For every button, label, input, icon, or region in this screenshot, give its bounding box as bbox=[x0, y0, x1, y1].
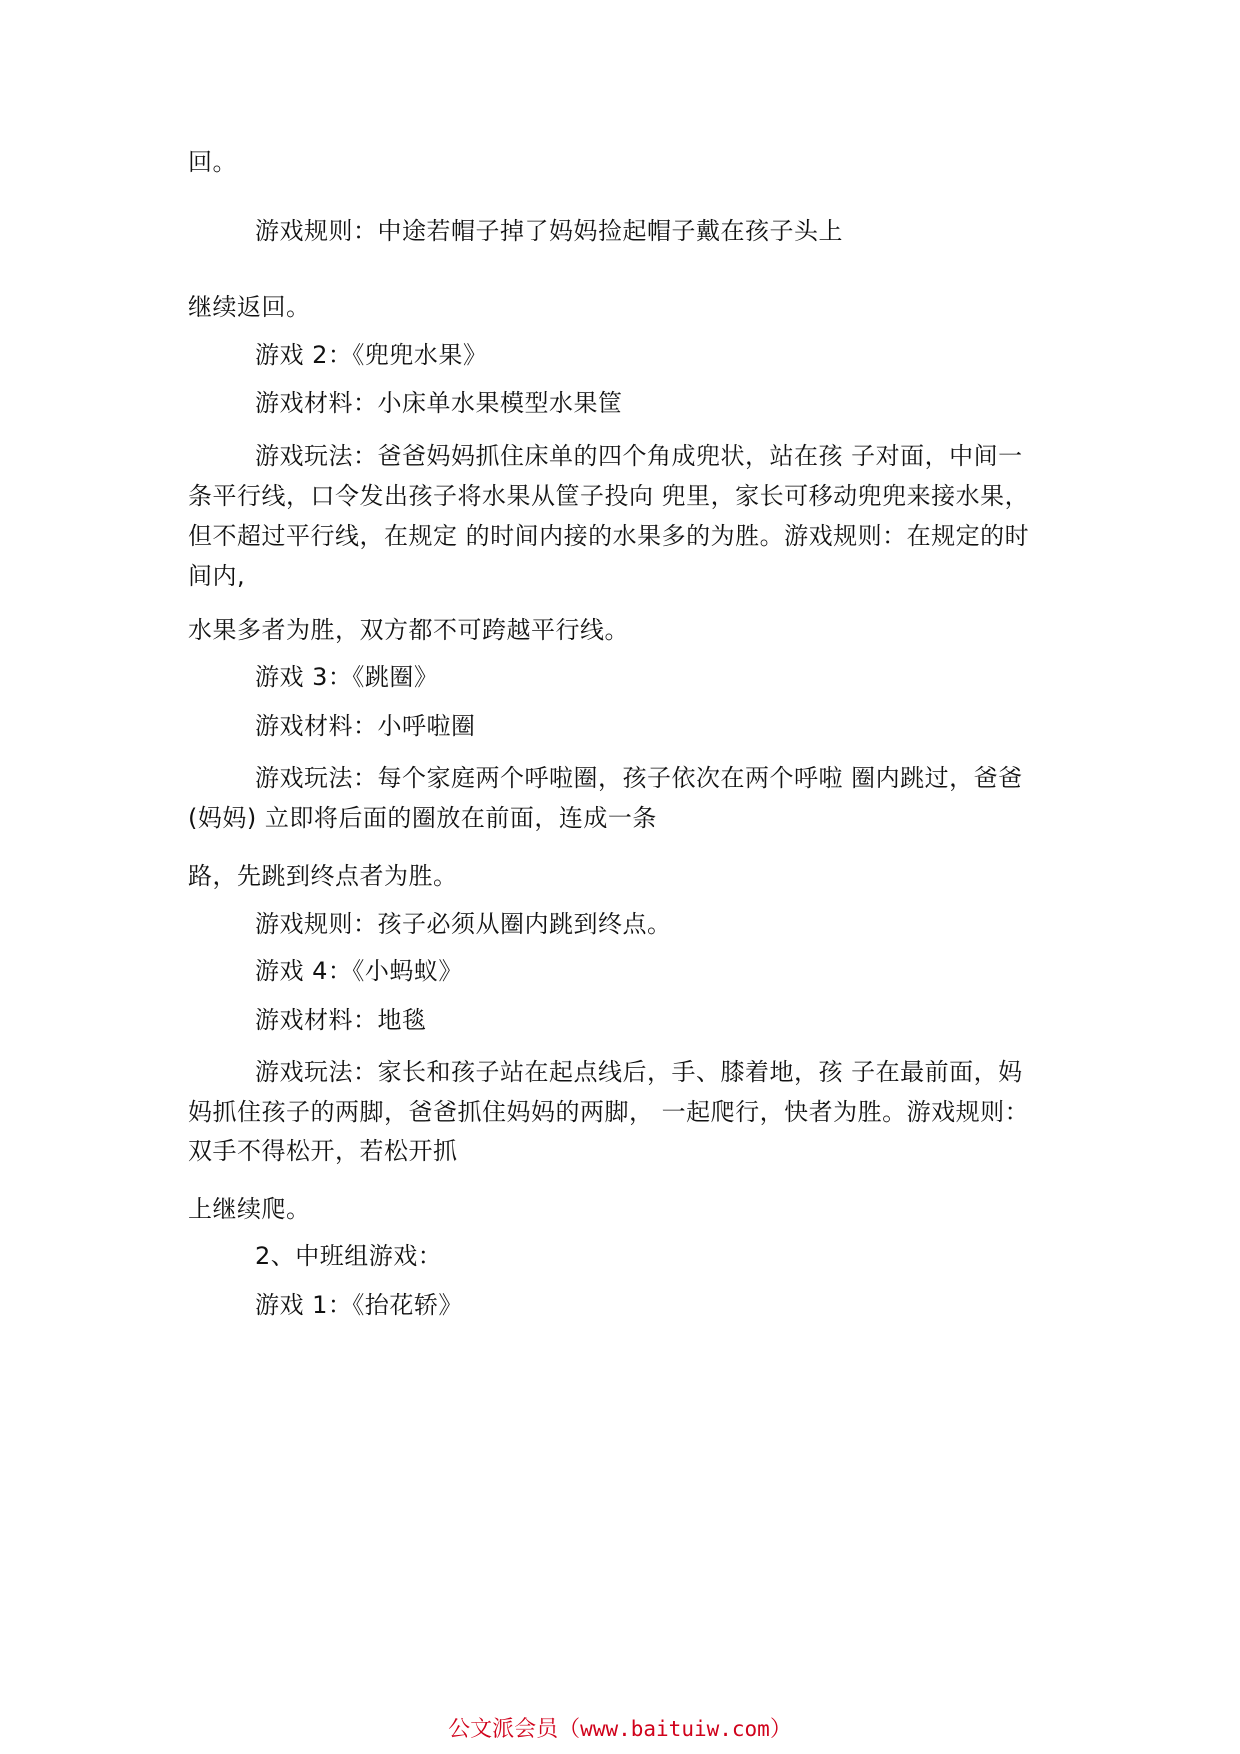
text-line: 游戏玩法：家长和孩子站在起点线后，手、膝着地，孩 子在最前面，妈 bbox=[255, 1058, 1023, 1086]
text-line: 游戏规则：孩子必须从圈内跳到终点。 bbox=[255, 910, 672, 938]
footer-url[interactable]: www.baituiw.com bbox=[580, 1717, 770, 1741]
text-line: (妈妈) 立即将后面的圈放在前面，连成一条 bbox=[188, 804, 657, 832]
text-line: 游戏规则：中途若帽子掉了妈妈捡起帽子戴在孩子头上 bbox=[255, 217, 843, 245]
text-line: 游戏材料：小床单水果模型水果筐 bbox=[255, 389, 623, 417]
footer-watermark bbox=[0, 1715, 1240, 1744]
heading-game-1: 游戏 1：《抬花轿》 bbox=[255, 1291, 463, 1319]
text-line: 条平行线，口令发出孩子将水果从筐子投向 兜里，家长可移动兜兜来接水果， bbox=[188, 482, 1030, 510]
text-line: 水果多者为胜，双方都不可跨越平行线。 bbox=[188, 616, 629, 644]
heading-game-2: 游戏 2：《兜兜水果》 bbox=[255, 341, 488, 369]
text-line: 上继续爬。 bbox=[188, 1195, 311, 1223]
footer-site-name: 公文派会员（ bbox=[448, 1717, 581, 1742]
text-line: 但不超过平行线，在规定 的时间内接的水果多的为胜。游戏规则：在规定的时 bbox=[188, 522, 1030, 550]
text-line: 游戏玩法：爸爸妈妈抓住床单的四个角成兜状，站在孩 子对面，中间一 bbox=[255, 442, 1023, 470]
section-heading: 2、中班组游戏： bbox=[255, 1242, 443, 1270]
text-line: 游戏材料：小呼啦圈 bbox=[255, 712, 476, 740]
text-line: 游戏材料：地毯 bbox=[255, 1006, 427, 1034]
heading-game-3: 游戏 3：《跳圈》 bbox=[255, 663, 439, 691]
text-line: 继续返回。 bbox=[188, 293, 311, 321]
text-line: 回。 bbox=[188, 148, 237, 176]
heading-game-4: 游戏 4：《小蚂蚁》 bbox=[255, 957, 463, 985]
text-line: 路，先跳到终点者为胜。 bbox=[188, 862, 458, 890]
text-line: 游戏玩法：每个家庭两个呼啦圈，孩子依次在两个呼啦 圈内跳过，爸爸 bbox=[255, 764, 1023, 792]
footer-close: ） bbox=[769, 1717, 792, 1742]
text-line: 间内, bbox=[188, 562, 246, 590]
text-line: 妈抓住孩子的两脚，爸爸抓住妈妈的两脚， 一起爬行，快者为胜。游戏规则： bbox=[188, 1098, 1030, 1126]
text-line: 双手不得松开，若松开抓 bbox=[188, 1137, 458, 1165]
